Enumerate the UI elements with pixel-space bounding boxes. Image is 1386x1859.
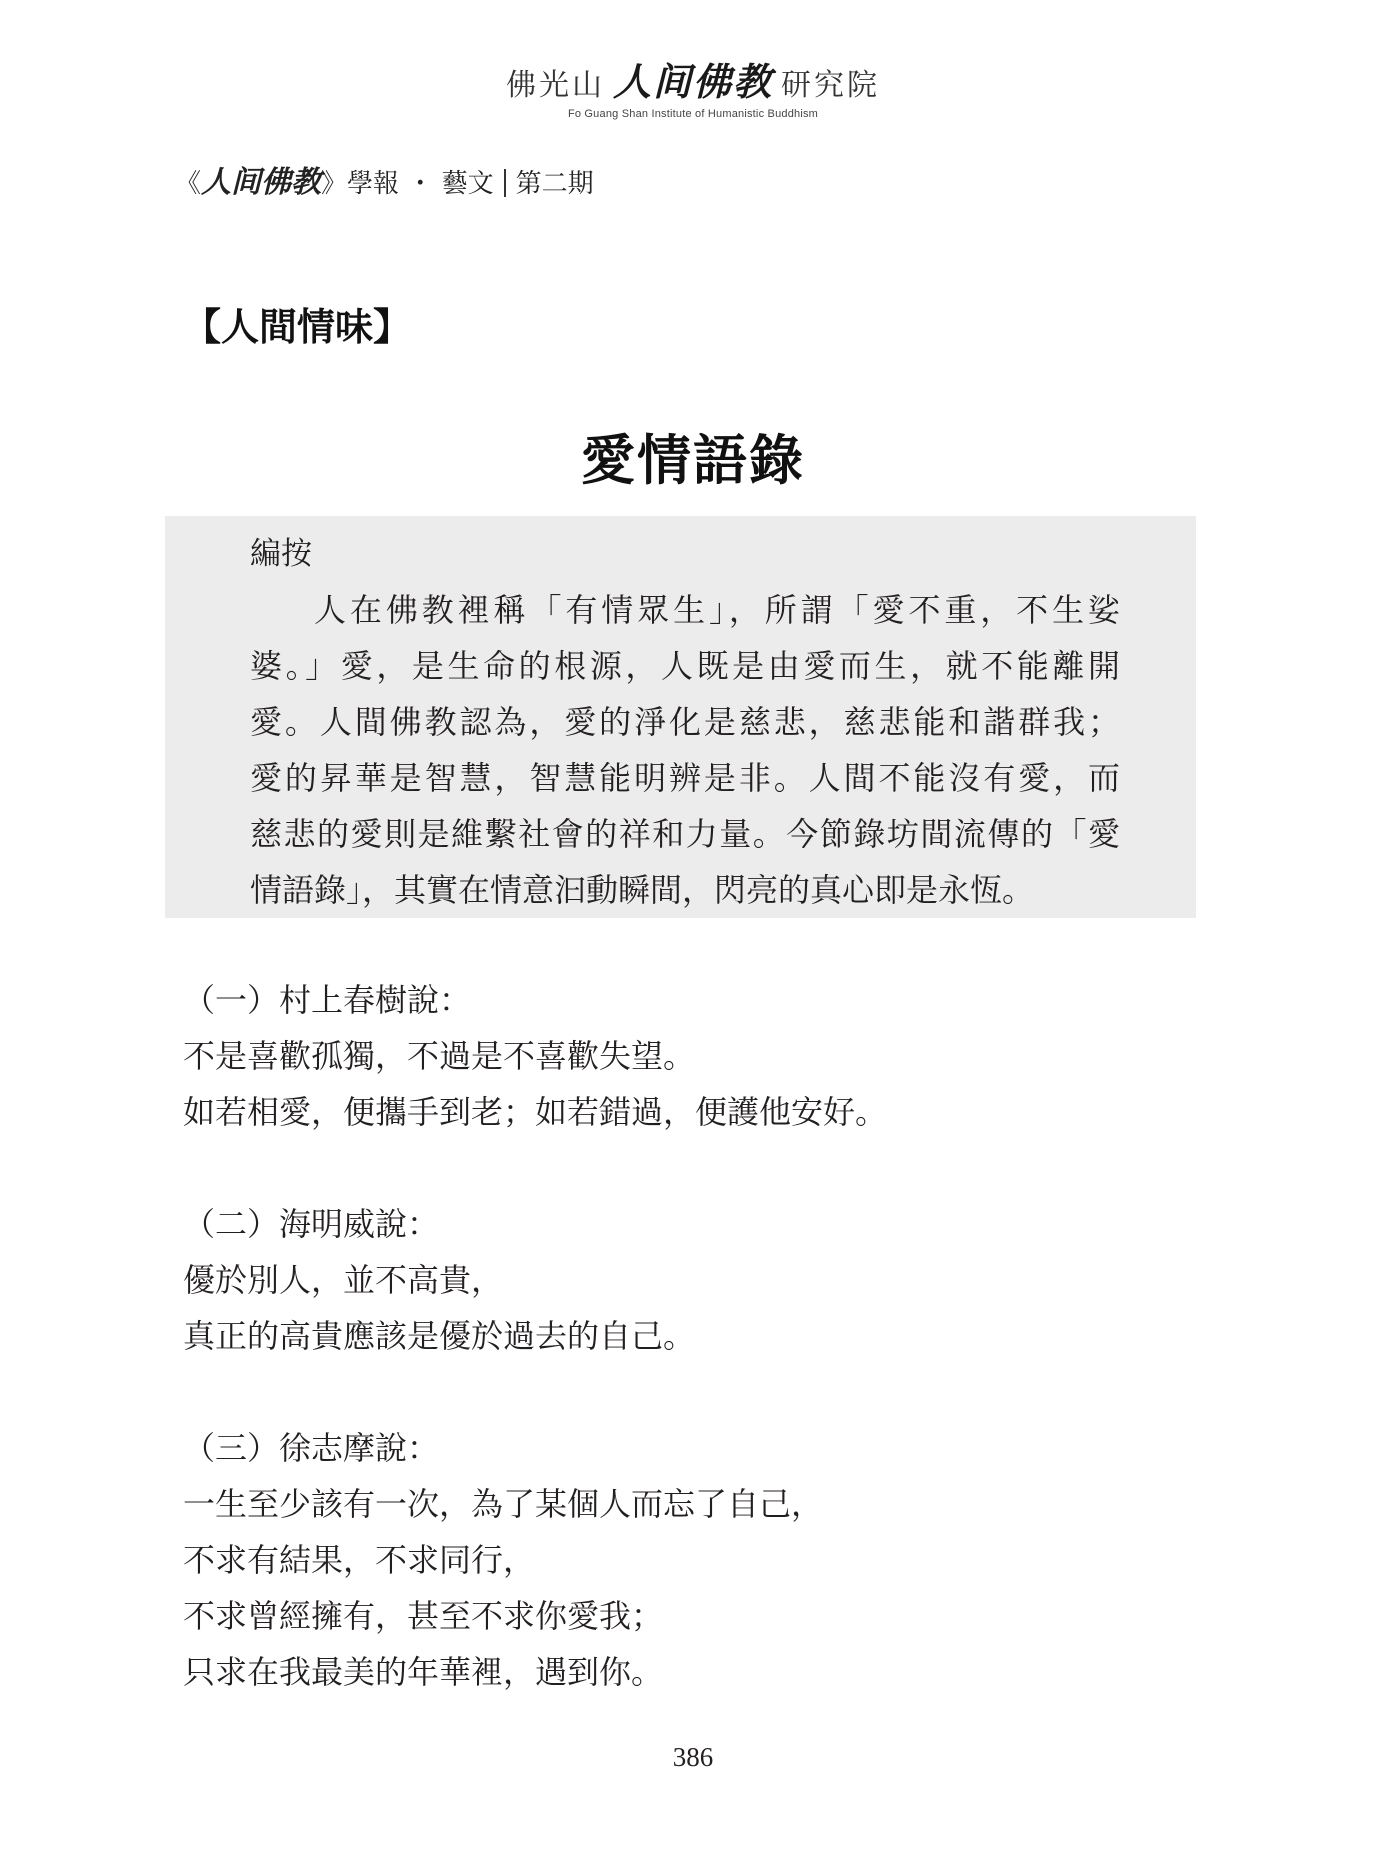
- page-masthead: [0, 62, 1386, 120]
- institute-english-name: Fo Guang Shan Institute of Humanistic Buddhism: [567, 108, 819, 120]
- article-title: 愛情語錄: [581, 429, 805, 492]
- quote-line: 不求曾經擁有，甚至不求你愛我；: [183, 1597, 664, 1635]
- journal-open-mark: 《: [175, 169, 202, 199]
- editor-note-line: 婆。」愛，是生命的根源，人既是由愛而生，就不能離開: [250, 647, 1120, 685]
- quote-line: 如若相愛，便攜手到老；如若錯過，便護他安好。: [183, 1093, 888, 1131]
- quote-list: [183, 972, 1183, 1756]
- quote-line: 一生至少該有一次，為了某個人而忘了自己，: [183, 1485, 824, 1523]
- journal-calligraphy-title: 人间佛教: [201, 165, 322, 200]
- editor-note-line: 人在佛教裡稱「有情眾生」，所謂「愛不重，不生娑: [314, 591, 1120, 629]
- quote-line: 不是喜歡孤獨，不過是不喜歡失望。: [183, 1037, 696, 1075]
- editor-note-body: [250, 582, 1120, 918]
- section-label: 【人間情味】: [183, 305, 412, 349]
- editor-note-line: 愛的昇華是智慧，智慧能明辨是非。人間不能沒有愛，而: [250, 759, 1120, 797]
- quote-block-xu-zhimo: [183, 1420, 1183, 1700]
- editor-note-line: 情語錄」，其實在情意汩動瞬間，閃亮的真心即是永恆。: [250, 871, 1035, 909]
- institute-suffix: 研究院: [781, 68, 880, 103]
- editor-note-line: 愛。人間佛教認為，愛的淨化是慈悲，慈悲能和諧群我；: [250, 703, 1120, 741]
- institute-prefix: 佛光山: [505, 68, 605, 103]
- quote-block-hemingway: [183, 1196, 1183, 1364]
- editor-note-label: 編按: [250, 536, 312, 572]
- quote-heading: （二）海明威說：: [183, 1205, 440, 1243]
- journal-close-mark: 》學報: [321, 169, 400, 199]
- running-head-dot: ・: [407, 169, 434, 199]
- running-head-separator: [504, 169, 506, 197]
- quote-line: 只求在我最美的年華裡，遇到你。: [183, 1653, 664, 1691]
- quote-block-murakami: [183, 972, 1183, 1140]
- editor-note-line: 慈悲的愛則是維繫社會的祥和力量。今節錄坊間流傳的「愛: [250, 815, 1120, 853]
- running-head-issue: 第二期: [515, 169, 594, 199]
- quote-line: 真正的高貴應該是優於過去的自己。: [183, 1317, 696, 1355]
- institute-name: [0, 62, 1386, 106]
- quote-heading: （一）村上春樹說：: [183, 981, 472, 1019]
- quote-line: 不求有結果，不求同行，: [183, 1541, 536, 1579]
- quote-heading: （三）徐志摩說：: [183, 1429, 440, 1467]
- quote-line: 優於別人，並不高貴，: [183, 1261, 504, 1299]
- page-number: 386: [672, 1742, 714, 1772]
- running-head-category: 藝文: [441, 169, 494, 199]
- editor-note-box: [165, 516, 1196, 918]
- institute-calligraphy-logo: 人间佛教: [612, 60, 773, 104]
- running-head: [175, 163, 594, 204]
